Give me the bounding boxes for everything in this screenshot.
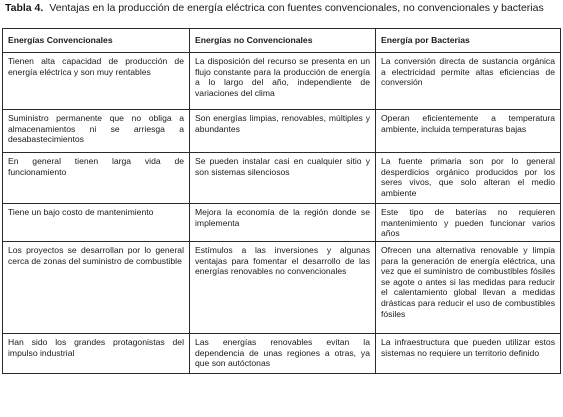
header-non-conventional: Energías no Convencionales — [190, 29, 376, 53]
cell-text: Se pueden instalar casi en cualquier sitio y son sistemas silenciosos — [195, 156, 370, 177]
cell-text: La disposición del recurso se presenta en un flujo constante para la producción de energía a lo largo del año, independiente de variaciones del clima — [195, 56, 370, 98]
cell-text: Son energías limpias, renovables, múltiples y abundantes — [195, 113, 370, 134]
table-row — [3, 334, 561, 374]
table-header-row — [3, 29, 561, 53]
cell-text: Tiene un bajo costo de mantenimiento — [8, 207, 154, 217]
cell-conventional — [3, 204, 190, 242]
cell-text: Ofrecen una alternativa renovable y limpia para la generación de energía eléctrica, una vez que el suministro de combustibles fósiles se agote o antes si las medidas para reducir el calentamiento global llevan a medidas drásticas para reducir el uso de combustibles fósiles — [381, 245, 555, 319]
comparison-table — [2, 28, 561, 374]
cell-bacteria — [376, 242, 561, 334]
cell-text: La infraestructura que pueden utilizar estos sistemas no requiere un territorio definido — [381, 337, 555, 358]
cell-bacteria — [376, 334, 561, 374]
cell-non-conventional — [190, 53, 376, 110]
cell-conventional — [3, 110, 190, 153]
cell-bacteria — [376, 204, 561, 242]
cell-non-conventional — [190, 334, 376, 374]
cell-non-conventional — [190, 204, 376, 242]
cell-text: La fuente primaria son por lo general desperdicios orgánico producidos por los seres vivos, que solo alteran el medio ambiente — [381, 156, 555, 198]
cell-conventional — [3, 53, 190, 110]
table-row — [3, 204, 561, 242]
cell-conventional — [3, 242, 190, 334]
cell-text: Los proyectos se desarrollan por lo general cerca de zonas del suministro de combustible — [8, 245, 184, 266]
table-number: Tabla 4. — [5, 2, 44, 14]
cell-text: Tienen alta capacidad de producción de energía eléctrica y son muy rentables — [8, 56, 184, 77]
cell-text: Suministro permanente que no obliga a almacenamientos ni se arriesga a desabastecimientos — [8, 113, 184, 145]
cell-conventional — [3, 334, 190, 374]
cell-text: Han sido los grandes protagonistas del impulso industrial — [8, 337, 184, 358]
cell-text: Las energías renovables evitan la dependencia de unas regiones a otras, ya que son autóctonas — [195, 337, 370, 369]
cell-text: Este tipo de baterías no requieren mantenimiento y pueden funcionar varios años — [381, 207, 555, 239]
table-title: Ventajas en la producción de energía eléctrica con fuentes convencionales, no convencionales y bacterias — [49, 2, 544, 14]
cell-text: Operan eficientemente a temperatura ambiente, incluida temperaturas bajas — [381, 113, 555, 134]
cell-conventional — [3, 153, 190, 204]
cell-bacteria — [376, 53, 561, 110]
cell-bacteria — [376, 110, 561, 153]
table-row — [3, 153, 561, 204]
cell-non-conventional — [190, 242, 376, 334]
cell-text: La conversión directa de sustancia orgánica a electricidad permite altas eficiencias de conversión — [381, 56, 555, 88]
cell-text: En general tienen larga vida de funcionamiento — [8, 156, 184, 177]
header-conventional: Energías Convencionales — [3, 29, 190, 53]
table-row — [3, 110, 561, 153]
cell-bacteria — [376, 153, 561, 204]
cell-text: Estímulos a las inversiones y algunas ventajas para fomentar el desarrollo de las energías renovables no convencionales — [195, 245, 370, 277]
header-bacteria: Energía por Bacterias — [376, 29, 561, 53]
table-row — [3, 53, 561, 110]
cell-non-conventional — [190, 110, 376, 153]
table-row — [3, 242, 561, 334]
table-caption — [5, 2, 544, 15]
cell-text: Mejora la economía de la región donde se implementa — [195, 207, 370, 228]
cell-non-conventional — [190, 153, 376, 204]
